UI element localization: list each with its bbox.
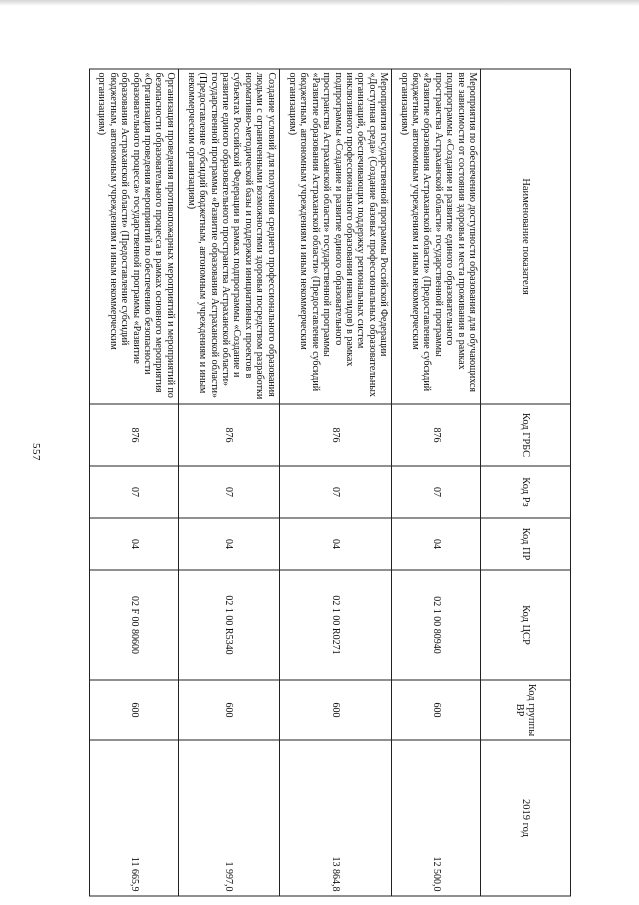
row-pr: 04 [178, 518, 279, 570]
row-name: Создание условий для получения среднего профессионального образования людьми с ограниченными возможностями здоровья посредством разработки нормативно-методической базы и поддержки инициативных проектов в субъектах Российской Федерации в рамках подпрограммы «Создание и развитие единого образовательного пространства Астраханской области» государственной программы «Развитие образования Астраханской области» (Предоставление субсидий бюджетным, автономным учреждениям и иным некоммерческим организациям) [178, 69, 279, 404]
table-row [178, 69, 279, 896]
row-grbs: 876 [279, 404, 392, 466]
row-rz: 07 [392, 466, 481, 518]
row-vr: 600 [279, 680, 392, 740]
rotated-table-container [89, 69, 571, 896]
row-name: Мероприятия по обеспечению доступности образования для обучающихся вне зависимости от состояния здоровья и места проживания в рамках подпрограммы «Создание и развитие единого образовательного пространства Астраханской области» государственной программы «Развитие образования Астраханской области» (Предоставление субсидий бюджетным, автономным учреждениям и иным некоммерческим организациям) [392, 69, 481, 404]
table-row [392, 69, 481, 896]
row-csr: 02 1 00 R0271 [279, 570, 392, 680]
row-pr: 04 [392, 518, 481, 570]
row-csr: 02 1 00 R5340 [178, 570, 279, 680]
row-rz: 07 [90, 466, 179, 518]
row-name: Мероприятия государственной программы Российской Федерации «Доступная среда» (Создание базовых профессиональных образовательных организаций, обеспечивающих поддержку региональных систем инклюзивного профессионального образования инвалидов) в рамках подпрограммы «Создание и развитие единого образовательного пространства Астраханской области» государственной программы «Развитие образования Астраханской области» (Предоставление субсидий бюджетным, автономным учреждениям и иным некоммерческим организациям) [279, 69, 392, 404]
row-pr: 04 [90, 518, 179, 570]
row-csr: 02 1 00 80940 [392, 570, 481, 680]
table-row [279, 69, 392, 896]
header-pr: Код ПР [481, 518, 571, 570]
row-amount: 13 864,8 [279, 740, 392, 896]
header-csr: Код ЦСР [481, 570, 571, 680]
row-name: Организация проведения противопожарных мероприятий и мероприятий по безопасности образовательного процесса в рамках основного мероприятия «Организация проведения мероприятий по обеспечению безопасности образовательного процесса» государственной программы «Развитие образования Астраханской области» (Предоставление субсидий бюджетным, автономным учреждениям и иным некоммерческим организациям) [90, 69, 179, 404]
row-vr: 600 [90, 680, 179, 740]
row-grbs: 876 [90, 404, 179, 466]
row-vr: 600 [178, 680, 279, 740]
table-row [90, 69, 179, 896]
row-rz: 07 [178, 466, 279, 518]
row-amount: 1 997,0 [178, 740, 279, 896]
header-rz: Код Рз [481, 466, 571, 518]
row-amount: 12 500,0 [392, 740, 481, 896]
table-header-row [481, 69, 571, 896]
header-vr: Код группы ВР [481, 680, 571, 740]
row-amount: 11 665,9 [90, 740, 179, 896]
header-name: Наименование показателя [481, 69, 571, 404]
row-pr: 04 [279, 518, 392, 570]
row-grbs: 876 [178, 404, 279, 466]
page-number: 557 [30, 443, 42, 461]
row-grbs: 876 [392, 404, 481, 466]
header-year: 2019 год [481, 740, 571, 896]
scan-edge-shadow [0, 0, 639, 6]
row-rz: 07 [279, 466, 392, 518]
row-csr: 02 F 00 80600 [90, 570, 179, 680]
budget-table [89, 69, 571, 897]
header-grbs: Код ГРБС [481, 404, 571, 466]
row-vr: 600 [392, 680, 481, 740]
